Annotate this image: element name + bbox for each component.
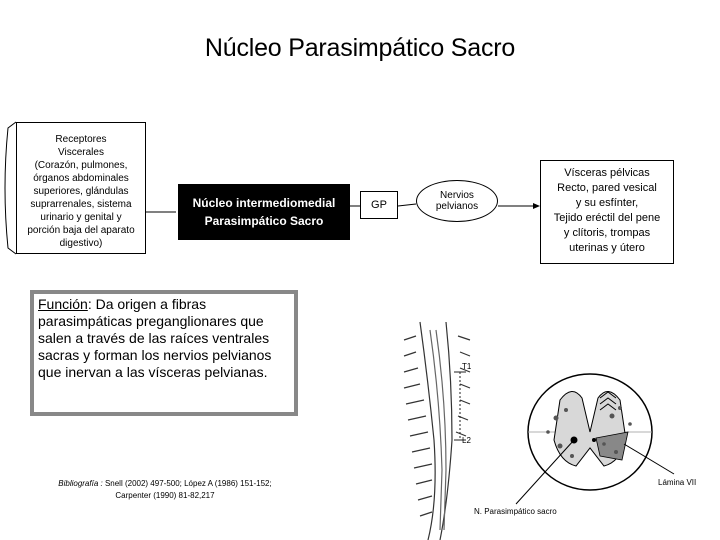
spine-label-l2: L2	[462, 436, 471, 445]
bibliography-text: Snell (2002) 497-500; López A (1986) 151-152; Carpenter (1990) 81-82,217	[104, 479, 272, 500]
bibliography-label: Bibliografía :	[58, 479, 103, 488]
function-text: : Da origen a fibras parasimpáticas preganglionares que salen a través de las raíces ventrales sacras y forman los nervios pelvianos que inervan a las vísceras pelvianas.	[38, 296, 272, 380]
receptors-box: Receptores Viscerales (Corazón, pulmones, órganos abdominales superiores, glándulas suprarrenales, sistema urinario y genital y porción baja del aparato digestivo)	[16, 122, 146, 254]
pelvic-nerves-label: Nervios pelvianos	[435, 190, 479, 212]
lamina-vii-label: Lámina VII	[658, 478, 697, 487]
ganglion-box: GP	[360, 191, 398, 219]
page-title: Núcleo Parasimpático Sacro	[204, 34, 516, 62]
function-title: Función	[38, 296, 88, 312]
sacral-nucleus-label: N. Parasimpático sacro	[474, 507, 557, 516]
spine-label-t1: T1	[462, 362, 472, 371]
viscera-box: Vísceras pélvicas Recto, pared vesical y su esfínter, Tejido eréctil del pene y clítoris, trompas uterinas y útero	[540, 160, 674, 264]
nucleus-box: Núcleo intermediomedial Parasimpático Sacro	[178, 184, 350, 240]
